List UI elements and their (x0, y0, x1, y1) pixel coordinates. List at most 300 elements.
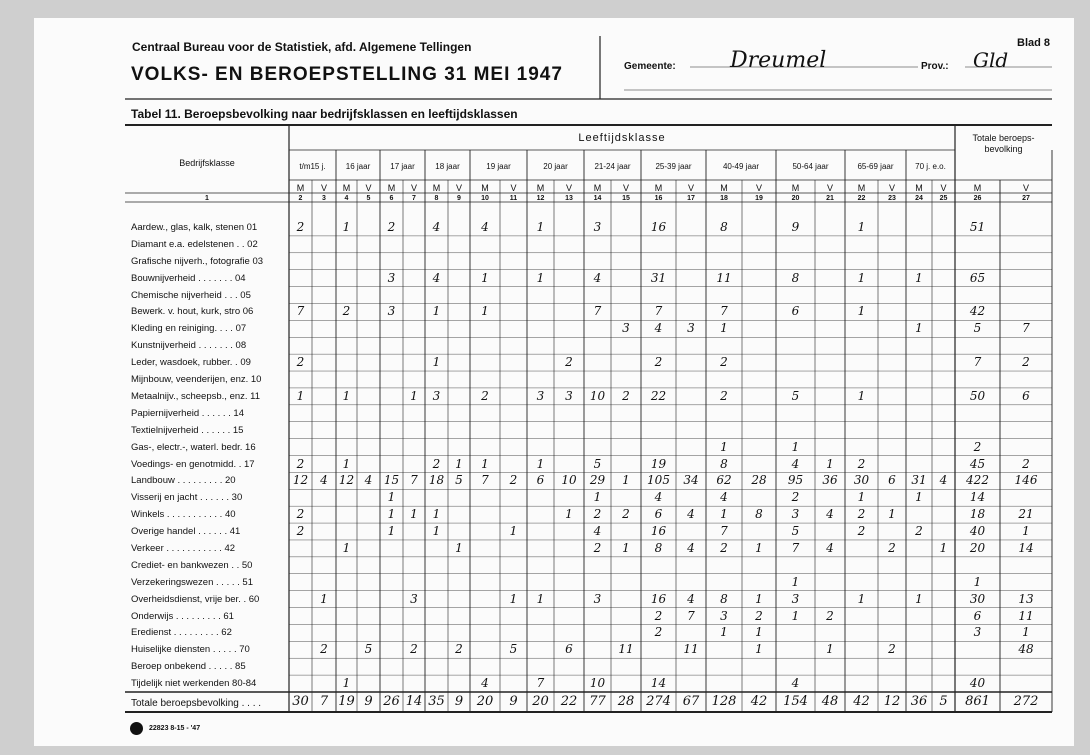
table-cell: 4 (432, 270, 441, 285)
category-row-label: Winkels . . . . . . . . . . . 40 (131, 509, 236, 521)
total-cell: 5 (939, 694, 948, 709)
table-cell: 11 (683, 642, 699, 657)
table-cell: 1 (342, 220, 351, 234)
table-cell: 1 (720, 439, 728, 454)
table-cell: 4 (481, 676, 489, 691)
table-cell: 2 (296, 524, 305, 539)
column-number: 27 (1022, 195, 1030, 202)
table-cell: 1 (481, 304, 489, 319)
table-cell: 1 (387, 507, 396, 522)
table-title: Tabel 11. Beroepsbevolking naar bedrijfsklassen en leeftijdsklassen (131, 107, 518, 121)
table-cell: 1 (915, 321, 923, 336)
age-class-label: 70 j. e.o. (915, 162, 946, 171)
category-row-label: Aardew., glas, kalk, stenen 01 (131, 222, 258, 233)
total-cell: 26 (383, 694, 400, 709)
table-cell: 1 (536, 270, 545, 285)
table-cell: 7 (720, 304, 728, 319)
table-cell: 20 (969, 540, 986, 555)
table-cell: 7 (791, 540, 800, 555)
total-cell: 20 (476, 694, 494, 709)
sheet-number: Blad 8 (1017, 37, 1051, 49)
table-cell: 7 (410, 473, 418, 488)
province-value: Gld (973, 48, 1009, 72)
table-cell: 1 (432, 304, 441, 319)
age-class-label: 16 jaar (345, 162, 371, 171)
column-number: 10 (481, 195, 489, 202)
table-cell: 4 (654, 490, 663, 505)
total-cell: 36 (910, 694, 928, 709)
table-cell: 28 (751, 473, 767, 488)
table-cell: 3 (720, 608, 728, 623)
province-label: Prov.: (921, 61, 949, 72)
table-cell: 4 (720, 490, 728, 505)
sex-label: V (320, 183, 327, 193)
column-number: 2 (298, 195, 303, 202)
table-cell: 2 (509, 473, 518, 488)
column-number: 7 (412, 195, 416, 202)
table-cell: 4 (687, 507, 695, 522)
table-cell: 7 (536, 676, 545, 691)
total-cell: 77 (589, 694, 606, 709)
table-cell: 1 (857, 388, 866, 403)
totals-row-label: Totale beroepsbevolking . . . . (131, 698, 262, 709)
table-cell: 1 (857, 220, 866, 234)
table-cell: 1 (455, 456, 463, 471)
table-cell: 4 (791, 676, 800, 691)
category-row-label: Overige handel . . . . . . 41 (131, 526, 241, 538)
table-cell: 16 (650, 220, 667, 234)
table-cell: 2 (654, 355, 663, 370)
table-cell: 1 (755, 540, 763, 555)
table-cell: 65 (969, 270, 986, 285)
table-cell: 10 (589, 676, 606, 691)
table-cell: 4 (826, 540, 834, 555)
table-cell: 1 (857, 490, 866, 505)
category-row-label: Textielnijverheid . . . . . . 15 (131, 424, 244, 436)
sex-label: V (622, 183, 629, 193)
category-row-label: Bouwnijverheid . . . . . . . 04 (131, 272, 246, 284)
sex-label: V (1022, 183, 1029, 193)
table-cell: 7 (654, 304, 663, 319)
table-cell: 8 (720, 456, 728, 471)
column-number: 4 (344, 195, 349, 202)
age-class-label: 40-49 jaar (722, 162, 760, 171)
table-cell: 2 (320, 642, 328, 657)
total-cell: 7 (319, 694, 329, 709)
table-cell: 1 (536, 220, 545, 234)
table-cell: 4 (654, 321, 663, 336)
category-row-label: Beroep onbekend . . . . . 85 (131, 661, 246, 673)
sex-label: V (888, 183, 895, 193)
sex-label: V (755, 183, 762, 193)
total-cell: 30 (292, 694, 309, 709)
sex-label: M (791, 183, 800, 193)
category-row-label: Onderwijs . . . . . . . . . 61 (131, 610, 234, 622)
sex-label: V (826, 183, 833, 193)
table-cell: 1 (296, 388, 305, 403)
table-cell: 12 (292, 473, 309, 488)
sex-label: V (455, 183, 462, 193)
table-cell: 2 (1022, 456, 1030, 471)
table-cell: 1 (565, 507, 573, 522)
table-cell: 1 (973, 574, 982, 589)
table-cell: 1 (915, 270, 923, 285)
table-cell: 2 (342, 304, 351, 319)
table-cell: 6 (536, 473, 545, 488)
table-cell: 4 (364, 473, 373, 488)
table-cell: 4 (939, 473, 948, 488)
table-cell: 5 (455, 473, 463, 488)
table-cell: 1 (432, 355, 441, 370)
table-cell: 1 (622, 540, 630, 555)
sex-label: V (365, 183, 372, 193)
table-cell: 1 (536, 591, 545, 606)
column-number: 1 (205, 195, 209, 202)
table-cell: 1 (410, 507, 418, 522)
table-cell: 11 (618, 642, 634, 657)
totals-header: Totale beroeps-bevolking (972, 133, 1035, 154)
total-cell: 12 (883, 694, 901, 709)
table-cell: 1 (888, 507, 896, 522)
table-cell: 95 (787, 473, 804, 488)
table-cell: 3 (791, 507, 800, 522)
table-cell: 2 (888, 540, 896, 555)
table-cell: 14 (1018, 540, 1034, 555)
category-row-label: Visserij en jacht . . . . . . 30 (131, 492, 243, 504)
table-cell: 3 (791, 591, 800, 606)
total-cell: 861 (965, 694, 990, 709)
table-cell: 1 (791, 574, 800, 589)
table-cell: 9 (791, 220, 800, 234)
column-number: 8 (434, 195, 439, 202)
table-cell: 4 (791, 456, 800, 471)
column-number: 21 (826, 195, 834, 202)
total-cell: 9 (364, 694, 373, 709)
table-cell: 2 (857, 524, 866, 539)
table-cell: 3 (622, 321, 630, 336)
table-cell: 18 (428, 473, 445, 488)
table-cell: 6 (791, 304, 800, 319)
category-row-label: Grafische nijverh., fotografie 03 (131, 255, 264, 267)
total-cell: 128 (711, 694, 737, 709)
table-cell: 3 (536, 388, 545, 403)
table-cell: 2 (654, 608, 663, 623)
table-cell: 11 (716, 270, 732, 285)
total-cell: 67 (682, 694, 700, 709)
table-cell: 6 (654, 507, 663, 522)
table-cell: 2 (973, 439, 982, 454)
table-cell: 2 (826, 608, 834, 623)
table-cell: 48 (1018, 642, 1034, 657)
table-cell: 1 (857, 304, 866, 319)
column-number: 11 (509, 195, 518, 202)
table-cell: 16 (650, 591, 667, 606)
total-cell: 274 (646, 694, 671, 709)
table-cell: 3 (973, 625, 982, 640)
table-cell: 5 (364, 642, 373, 657)
table-cell: 1 (455, 540, 463, 555)
total-cell: 35 (428, 694, 445, 709)
table-cell: 30 (969, 591, 986, 606)
table-cell: 2 (432, 456, 441, 471)
table-cell: 4 (593, 270, 602, 285)
table-cell: 2 (455, 642, 463, 657)
sex-label: M (654, 183, 663, 193)
column-number: 15 (622, 195, 630, 202)
table-cell: 13 (1018, 591, 1034, 606)
category-row-label: Huiselijke diensten . . . . . 70 (131, 644, 250, 656)
table-cell: 1 (320, 591, 328, 606)
total-cell: 9 (509, 694, 518, 709)
column-number: 19 (755, 195, 763, 202)
age-class-label: t/m15 j. (299, 162, 326, 171)
table-cell: 3 (387, 304, 396, 319)
table-cell: 1 (509, 591, 518, 606)
table-cell: 422 (966, 473, 989, 488)
table-cell: 1 (342, 456, 351, 471)
table-cell: 1 (915, 591, 923, 606)
table-cell: 14 (969, 490, 986, 505)
column-number: 14 (593, 195, 602, 202)
table-cell: 146 (1014, 473, 1038, 488)
table-cell: 1 (387, 524, 396, 539)
table-cell: 1 (720, 507, 728, 522)
table-cell: 1 (915, 490, 923, 505)
sex-label: V (940, 183, 947, 193)
table-cell: 5 (973, 321, 982, 336)
table-cell: 40 (969, 524, 986, 539)
table-cell: 40 (969, 676, 986, 691)
table-cell: 3 (432, 388, 441, 403)
column-number: 12 (536, 195, 545, 202)
sex-label: V (687, 183, 694, 193)
table-cell: 3 (410, 591, 418, 606)
table-cell: 31 (911, 473, 927, 488)
table-cell: 1 (410, 388, 418, 403)
total-cell: 154 (783, 694, 808, 709)
age-class-label: 50-64 jaar (792, 162, 829, 171)
table-cell: 2 (410, 642, 418, 657)
column-number: 6 (389, 195, 394, 202)
table-cell: 4 (432, 220, 441, 234)
category-row-label: Papiernijverheid . . . . . . 14 (131, 407, 245, 419)
sex-label: M (720, 183, 728, 193)
table-cell: 51 (969, 220, 986, 234)
age-class-label: 19 jaar (486, 162, 511, 171)
table-cell: 2 (915, 524, 923, 539)
table-cell: 10 (589, 388, 606, 403)
table-cell: 6 (565, 642, 573, 657)
table-cell: 1 (342, 388, 351, 403)
table-cell: 62 (716, 473, 732, 488)
table-cell: 2 (387, 220, 396, 234)
table-cell: 2 (296, 355, 305, 370)
table-cell: 18 (969, 507, 986, 522)
table-cell: 1 (481, 456, 489, 471)
table-cell: 2 (296, 456, 305, 471)
table-cell: 1 (432, 507, 441, 522)
table-cell: 50 (969, 388, 986, 403)
total-cell: 28 (617, 694, 635, 709)
total-cell: 42 (853, 694, 870, 709)
table-cell: 2 (720, 388, 728, 403)
table-cell: 14 (650, 676, 667, 691)
category-row-label: Crediet- en bankwezen . . 50 (131, 559, 253, 571)
column-number: 17 (687, 195, 695, 202)
table-cell: 1 (387, 490, 396, 505)
table-cell: 2 (755, 608, 763, 623)
table-cell: 5 (593, 456, 602, 471)
table-cell: 2 (593, 507, 602, 522)
table-cell: 1 (755, 625, 763, 640)
table-cell: 3 (387, 270, 396, 285)
table-cell: 2 (720, 540, 728, 555)
table-cell: 1 (826, 642, 834, 657)
column-number: 5 (366, 195, 371, 202)
column-number: 18 (720, 195, 728, 202)
table-cell: 5 (509, 642, 518, 657)
category-row-label: Gas-, electr.-, waterl. bedr. 16 (131, 441, 256, 453)
age-group-header: Leeftijdsklasse (578, 132, 666, 144)
table-cell: 2 (791, 490, 800, 505)
table-cell: 42 (969, 304, 986, 319)
table-cell: 2 (857, 507, 866, 522)
age-class-label: 21-24 jaar (594, 162, 631, 171)
age-class-label: 65-69 jaar (857, 162, 894, 171)
table-cell: 21 (1018, 507, 1034, 522)
category-row-label: Bewerk. v. hout, kurk, stro 06 (131, 306, 254, 318)
sex-label: V (565, 183, 572, 193)
table-cell: 7 (593, 304, 602, 319)
table-cell: 2 (593, 540, 602, 555)
sex-label: V (410, 183, 417, 193)
table-cell: 7 (720, 524, 728, 539)
table-cell: 1 (593, 490, 602, 505)
category-row-label: Leder, wasdoek, rubber. . 09 (131, 357, 251, 369)
table-cell: 7 (296, 304, 305, 319)
table-cell: 1 (939, 540, 948, 555)
table-cell: 12 (338, 473, 355, 488)
table-cell: 19 (650, 456, 667, 471)
sex-label: M (857, 183, 866, 193)
category-row-label: Kunstnijverheid . . . . . . . 08 (131, 340, 247, 352)
sex-label: M (593, 183, 602, 193)
table-cell: 6 (1022, 388, 1030, 403)
gemeente-value: Dreumel (730, 48, 827, 73)
table-cell: 1 (826, 456, 834, 471)
table-cell: 1 (720, 321, 728, 336)
table-cell: 1 (1022, 524, 1030, 539)
table-cell: 36 (822, 473, 838, 488)
table-cell: 8 (755, 507, 763, 522)
total-cell: 14 (405, 694, 423, 709)
column-number: 23 (888, 195, 896, 202)
table-cell: 5 (791, 524, 800, 539)
table-cell: 1 (432, 524, 441, 539)
table-cell: 8 (654, 540, 663, 555)
column-number: 25 (939, 195, 948, 202)
table-cell: 1 (481, 270, 489, 285)
print-code: 22823 8-15 - '47 (149, 725, 201, 732)
total-cell: 19 (338, 694, 355, 709)
table-cell: 2 (654, 625, 663, 640)
sex-label: M (915, 183, 923, 193)
table-cell: 2 (565, 355, 573, 370)
table-cell: 15 (383, 473, 400, 488)
total-cell: 48 (821, 694, 839, 709)
sex-label: M (432, 183, 441, 193)
total-cell: 42 (750, 694, 768, 709)
category-row-label: Diamant e.a. edelstenen . . 02 (131, 238, 258, 250)
table-cell: 1 (342, 540, 351, 555)
table-cell: 2 (888, 642, 896, 657)
category-row-label: Verzekeringswezen . . . . . 51 (131, 576, 253, 588)
table-cell: 4 (687, 591, 695, 606)
table-cell: 3 (593, 220, 602, 234)
total-cell: 22 (560, 694, 578, 709)
table-cell: 1 (509, 524, 518, 539)
table-cell: 1 (755, 642, 763, 657)
age-class-label: 20 jaar (543, 162, 568, 171)
table-cell: 8 (720, 220, 728, 234)
column-number: 9 (457, 195, 461, 202)
table-cell: 1 (755, 591, 763, 606)
table-cell: 6 (888, 473, 896, 488)
column-number: 24 (915, 195, 923, 202)
table-cell: 16 (650, 524, 667, 539)
table-cell: 105 (647, 473, 670, 488)
table-cell: 1 (791, 608, 800, 623)
sex-label: M (296, 183, 305, 193)
category-row-label: Tijdelijk niet werkenden 80-84 (131, 678, 257, 690)
agency-name: Centraal Bureau voor de Statistiek, afd. Algemene Tellingen (132, 40, 472, 54)
sex-label: M (481, 183, 489, 193)
table-cell: 1 (791, 439, 800, 454)
table-cell: 22 (650, 388, 667, 403)
table-cell: 10 (561, 473, 577, 488)
table-cell: 2 (481, 388, 489, 403)
total-cell: 9 (454, 694, 464, 709)
column-number: 16 (654, 195, 663, 202)
table-cell: 4 (687, 540, 695, 555)
total-cell: 20 (532, 694, 549, 709)
printer-logo-icon (130, 722, 143, 735)
table-cell: 45 (969, 456, 986, 471)
category-header: Bedrijfsklasse (179, 158, 235, 168)
column-number: 22 (857, 195, 866, 202)
table-cell: 2 (622, 507, 630, 522)
table-cell: 7 (687, 608, 695, 623)
table-cell: 1 (622, 473, 630, 488)
category-row-label: Chemische nijverheid . . . 05 (131, 289, 251, 301)
category-row-label: Metaalnijv., scheepsb., enz. 11 (131, 390, 261, 402)
age-class-label: 25-39 jaar (655, 162, 692, 171)
sex-label: M (342, 183, 351, 193)
table-cell: 3 (565, 388, 573, 403)
form-title: VOLKS- EN BEROEPSTELLING 31 MEI 1947 (131, 64, 563, 85)
category-row-label: Mijnbouw, veenderijen, enz. 10 (131, 374, 262, 386)
table-cell: 11 (1018, 608, 1034, 623)
table-cell: 3 (687, 321, 695, 336)
column-number: 3 (322, 195, 326, 202)
column-number: 13 (565, 195, 573, 202)
table-cell: 2 (857, 456, 866, 471)
age-class-label: 18 jaar (435, 162, 460, 171)
sex-label: M (387, 183, 396, 193)
table-cell: 1 (1022, 625, 1030, 640)
table-cell: 1 (536, 456, 545, 471)
table-cell: 1 (342, 676, 351, 691)
